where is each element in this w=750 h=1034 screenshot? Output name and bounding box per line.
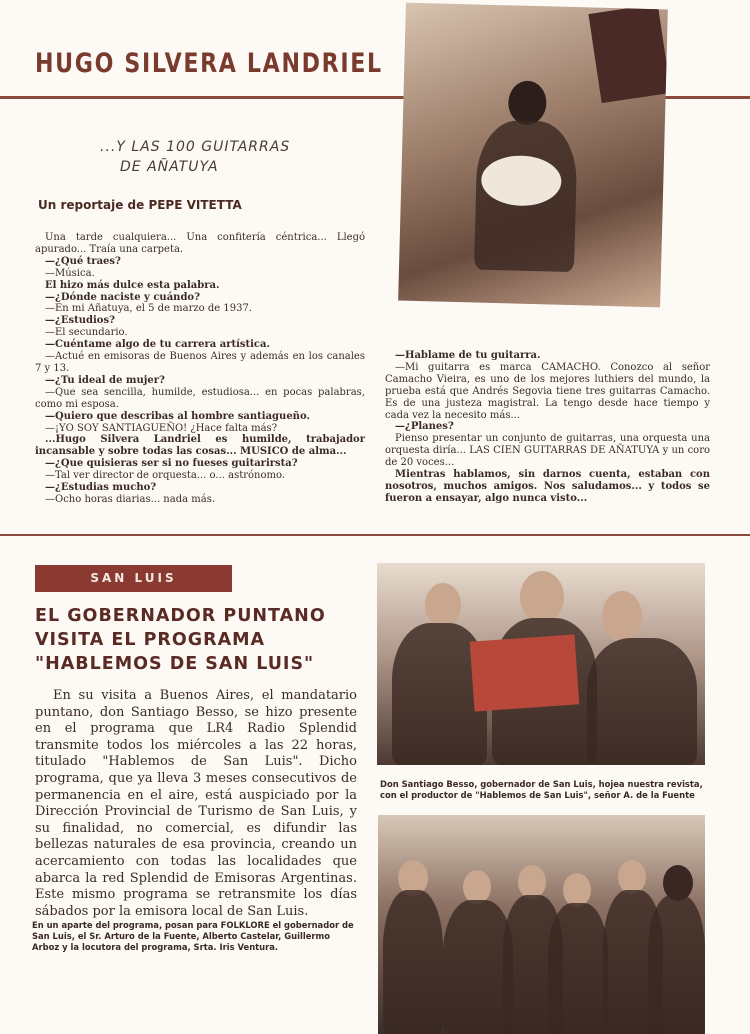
paragraph: —Mi guitarra es marca CAMACHO. Conozco al señor Camacho Vieira, es uno de los mejores luthiers del mundo, la prueba está que Andrés Segovia tiene tres guitarras Camacho. Es de una justeza magistral. La tengo desde hace tiempo y cada vez la necesito más... <box>385 361 710 421</box>
interview-column-2 <box>385 350 710 505</box>
photo-caption-governor: Don Santiago Besso, gobernador de San Luis, hojea nuestra revista, con el productor de "Hablemos de San Luis", señor A. de la Fuente <box>380 779 703 800</box>
headline-line: VISITA EL PROGRAMA <box>35 630 266 650</box>
paragraph: Una tarde cualquiera... Una confitería céntrica... Llegó apurado... Traía una carpeta. <box>35 232 365 255</box>
article-title: HUGO SILVERA LANDRIEL <box>35 48 383 79</box>
paragraph: ...Hugo Silvera Landriel es humilde, trabajador incansable y sobre todas las cosas... MUSICO de alma... <box>35 434 365 458</box>
headline-line: EL GOBERNADOR PUNTANO <box>35 606 326 626</box>
paragraph: —¡YO SOY SANTIAGUEÑO! ¿Hace falta más? <box>45 422 278 434</box>
paragraph: —Música. <box>45 267 95 279</box>
headline <box>35 604 326 676</box>
paragraph: —Ocho horas diarias... nada más. <box>45 493 215 505</box>
paragraph: —Quiero que describas al hombre santiagueño. <box>45 410 310 422</box>
group-photo <box>378 815 705 1034</box>
paragraph: El hizo más dulce esta palabra. <box>45 279 220 291</box>
subtitle-line: DE AÑATUYA <box>120 159 219 175</box>
section-divider <box>0 534 750 536</box>
headline-line: "HABLEMOS DE SAN LUIS" <box>35 654 315 674</box>
guitarist-photo <box>398 3 668 308</box>
paragraph: —¿Que quisieras ser si no fueses guitarirsta? <box>45 458 298 470</box>
section-badge: SAN LUIS <box>35 565 232 592</box>
interview-column-1 <box>35 232 365 506</box>
article-subtitle <box>100 137 290 177</box>
paragraph: —¿Planes? <box>395 421 454 433</box>
paragraph: Pienso presentar un conjunto de guitarras, una orquesta una orquesta diría... LAS CIEN GUITARRAS DE AÑATUYA y un coro de 20 voces... <box>385 433 710 469</box>
paragraph: —¿Dónde naciste y cuándo? <box>45 291 200 303</box>
paragraph: —Tal ver director de orquesta... o... astrónomo. <box>45 470 285 482</box>
governor-photo <box>377 563 705 765</box>
paragraph: —¿Estudias mucho? <box>45 482 157 494</box>
paragraph: —El secundario. <box>45 327 128 339</box>
paragraph: —Cuéntame algo de tu carrera artística. <box>45 339 270 351</box>
subtitle-line: ...Y LAS 100 GUITARRAS <box>100 139 291 155</box>
photo-caption-group: En un aparte del programa, posan para FOLKLORE el gobernador de San Luis, el Sr. Arturo de la Fuente, Alberto Castelar, Guillermo Arboz y la locutora del programa, Srta. Iris Ventura. <box>32 920 354 952</box>
paragraph: —¿Qué traes? <box>45 255 121 267</box>
paragraph: —En mi Añatuya, el 5 de marzo de 1937. <box>45 303 252 315</box>
paragraph: —¿Estudios? <box>45 315 115 327</box>
byline: Un reportaje de PEPE VITETTA <box>38 198 242 212</box>
paragraph: —Que sea sencilla, humilde, estudiosa... en pocas palabras, como mi esposa. <box>35 386 365 410</box>
paragraph: —Actué en emisoras de Buenos Aires y además en los canales 7 y 13. <box>35 351 365 374</box>
paragraph: —¿Tu ideal de mujer? <box>45 374 165 386</box>
article-body: En su visita a Buenos Aires, el mandatario puntano, don Santiago Besso, se hizo presente en el programa que LR4 Radio Splendid transmite todos los miércoles a las 22 horas, titulado "Hablemos de San Luis". Dicho programa, que ya lleva 3 meses consecutivos de permanencia en el aire, está auspiciado por la Dirección Provincial de Turismo de San Luis, y su finalidad, no comercial, es difundir las bellezas naturales de esa provincia, creando un acercamiento con todas las localidades que abarca la red Splendid de Emisoras Argentinas. Este mismo programa se retransmite los días sábados por la emisora local de San Luis. <box>35 688 357 919</box>
paragraph: Mientras hablamos, sin darnos cuenta, estaban con nosotros, muchos amigos. Nos saludamos... y todos se fueron a ensayar, algo nunca visto... <box>385 469 710 504</box>
paragraph: —Hablame de tu guitarra. <box>395 350 541 361</box>
